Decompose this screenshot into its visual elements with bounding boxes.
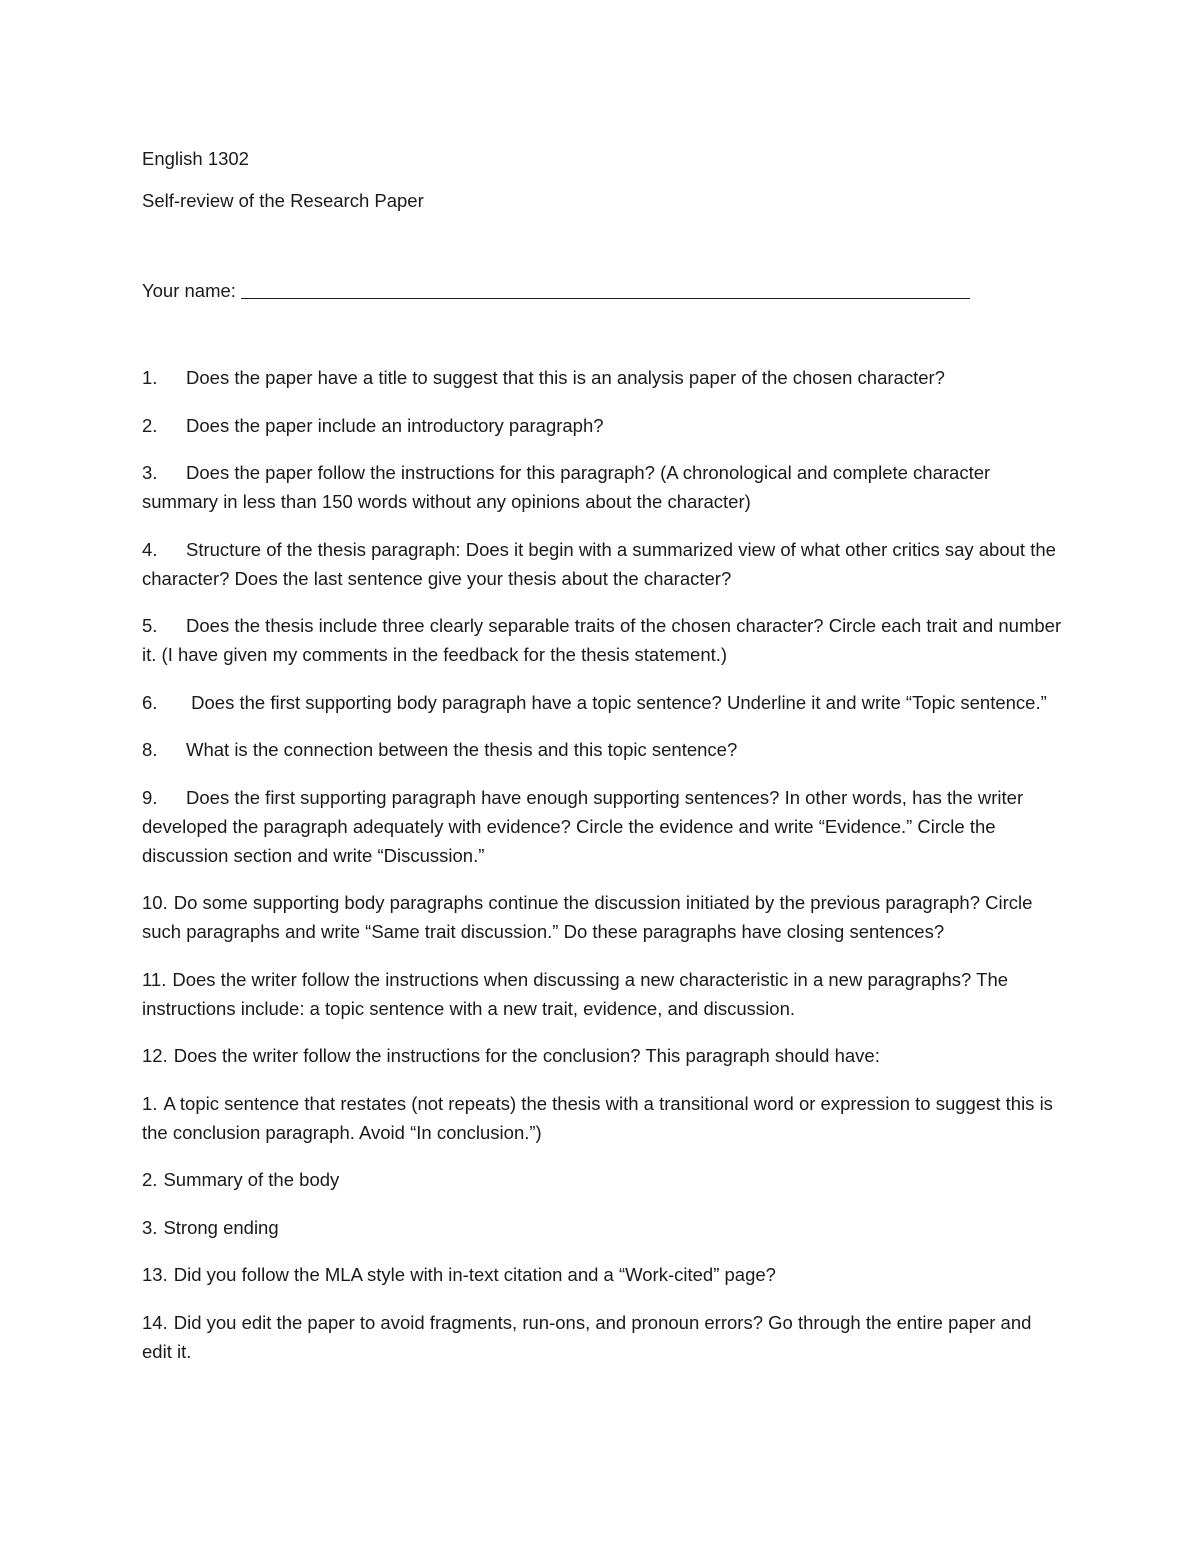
item-number: 8. — [142, 739, 158, 760]
question-10 — [142, 888, 1062, 946]
question-5 — [142, 611, 1062, 669]
item-text: A topic sentence that restates (not repeats) the thesis with a transitional word or expression to suggest this is the conclusion paragraph. Avoid “In conclusion.”) — [142, 1092, 1053, 1143]
item-number: 3. — [142, 462, 158, 483]
document-body — [142, 144, 1062, 1381]
item-number: 5. — [142, 615, 158, 636]
conclusion-point-3 — [142, 1213, 1062, 1242]
item-text: Does the paper have a title to suggest that this is an analysis paper of the chosen character? — [186, 367, 945, 388]
name-blank-line[interactable] — [241, 278, 970, 299]
item-text: What is the connection between the thesis and this topic sentence? — [186, 739, 738, 760]
item-number: 10. — [142, 892, 168, 913]
item-text: Does the paper include an introductory paragraph? — [186, 414, 604, 436]
question-12 — [142, 1041, 1062, 1070]
conclusion-point-1 — [142, 1089, 1062, 1147]
item-text: Does the writer follow the instructions for the conclusion? This paragraph should have: — [173, 1045, 880, 1066]
question-14 — [142, 1308, 1062, 1366]
item-number: 1. — [142, 1092, 158, 1114]
item-text: Does the first supporting body paragraph have a topic sentence? Underline it and write “Topic sentence.” — [186, 691, 1047, 713]
item-text: Does the paper follow the instructions for this paragraph? (A chronological and complete character summary in less than 150 words without any opinions about the character) — [142, 462, 991, 512]
question-2 — [142, 411, 1062, 440]
question-8 — [142, 735, 1062, 764]
name-field-row — [142, 276, 1062, 305]
course-title: English 1302 — [142, 148, 249, 169]
item-number: 12. — [142, 1045, 168, 1066]
document-title: Self-review of the Research Paper — [142, 190, 424, 211]
item-number: 3. — [142, 1216, 158, 1238]
item-text: Did you edit the paper to avoid fragments, run-ons, and pronoun errors? Go through the entire paper and edit it. — [142, 1311, 1032, 1362]
question-6 — [142, 688, 1062, 717]
item-number: 11. — [142, 968, 167, 990]
item-number: 9. — [142, 786, 158, 808]
name-label: Your name: — [142, 280, 236, 301]
item-number: 6. — [142, 691, 158, 713]
item-text: Did you follow the MLA style with in-text citation and a “Work-cited” page? — [173, 1264, 776, 1285]
item-number: 1. — [142, 367, 158, 388]
question-9 — [142, 783, 1062, 870]
item-text: Does the first supporting paragraph have enough supporting sentences? In other words, has the writer developed the paragraph adequately with evidence? Circle the evidence and write “Evidence.” Circle the discussion section and write “Discussion.” — [142, 786, 1024, 866]
item-text: Does the writer follow the instructions when discussing a new characteristic in a new paragraphs? The instructions include: a topic sentence with a new trait, evidence, and discussion. — [142, 968, 1009, 1019]
item-text: Do some supporting body paragraphs continue the discussion initiated by the previous paragraph? Circle such paragraphs and write “Same trait discussion.” Do these paragraphs have closing sentences? — [142, 892, 1033, 942]
question-11 — [142, 965, 1062, 1023]
item-text: Does the thesis include three clearly separable traits of the chosen character? Circle each trait and number it. (I have given my comments in the feedback for the thesis statement.) — [142, 615, 1062, 665]
conclusion-point-2 — [142, 1165, 1062, 1194]
item-text: Structure of the thesis paragraph: Does it begin with a summarized view of what other critics say about the character? Does the last sentence give your thesis about the character? — [142, 538, 1056, 589]
question-1 — [142, 363, 1062, 392]
item-number: 4. — [142, 538, 158, 560]
item-number: 13. — [142, 1264, 168, 1285]
question-13 — [142, 1260, 1062, 1289]
item-number: 2. — [142, 414, 158, 436]
question-4 — [142, 535, 1062, 593]
item-number: 14. — [142, 1311, 168, 1333]
item-text: Strong ending — [163, 1216, 279, 1238]
item-number: 2. — [142, 1169, 158, 1190]
item-text: Summary of the body — [163, 1169, 340, 1190]
question-3 — [142, 458, 1062, 516]
